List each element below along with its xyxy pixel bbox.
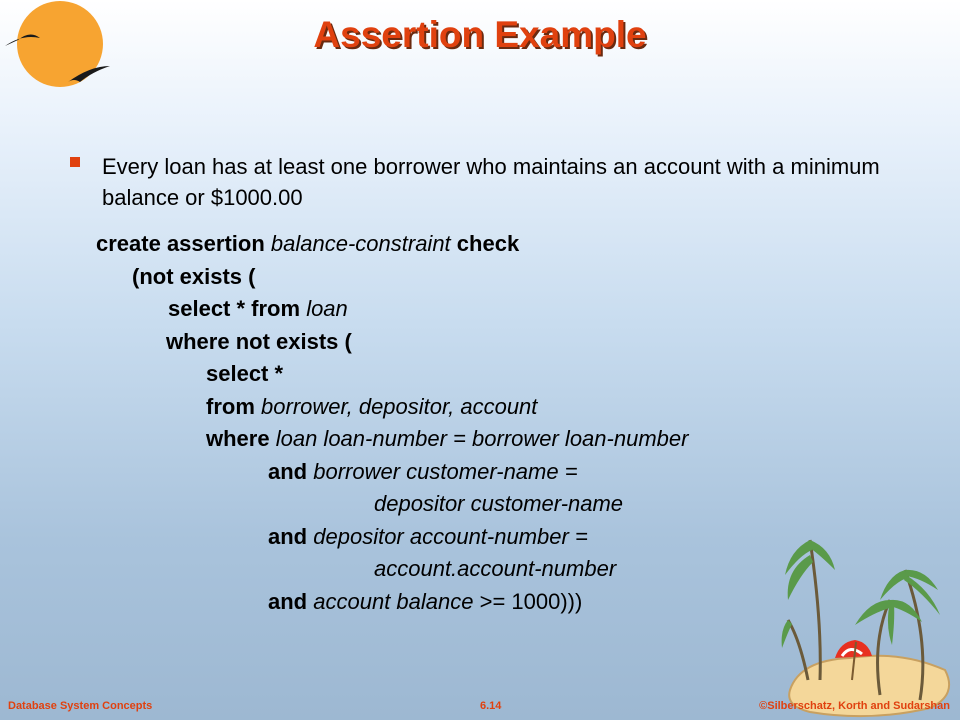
code-line-4: where not exists ( <box>166 328 352 354</box>
code-line-2: (not exists ( <box>132 263 256 289</box>
sql-code-block <box>96 228 688 618</box>
slide-title: Assertion Example <box>313 14 647 55</box>
code-line-11: account.account-number <box>374 556 617 581</box>
bullet-marker <box>70 157 80 167</box>
code-line-10: and depositor account-number = <box>268 523 588 549</box>
code-line-9: depositor customer-name <box>374 491 624 516</box>
footer-left: Database System Concepts <box>8 700 153 712</box>
code-line-7: where loan loan-number = borrower loan-number <box>206 426 689 451</box>
footer-page-number: 6.14 <box>480 700 502 712</box>
code-line-12: and account balance >= 1000))) <box>268 588 583 614</box>
code-line-6: from borrower, depositor, account <box>206 393 538 419</box>
code-line-1: create assertion balance-constraint check <box>96 231 520 256</box>
palm-island-illustration <box>780 530 960 720</box>
footer-copyright: ©Silberschatz, Korth and Sudarshan <box>759 700 950 712</box>
code-line-5: select * <box>206 361 284 386</box>
code-line-3: select * from loan <box>168 296 348 321</box>
code-line-8: and borrower customer-name = <box>268 458 578 484</box>
bullet-text: Every loan has at least one borrower who maintains an account with a minimum balance or $1000.00 <box>102 154 880 210</box>
